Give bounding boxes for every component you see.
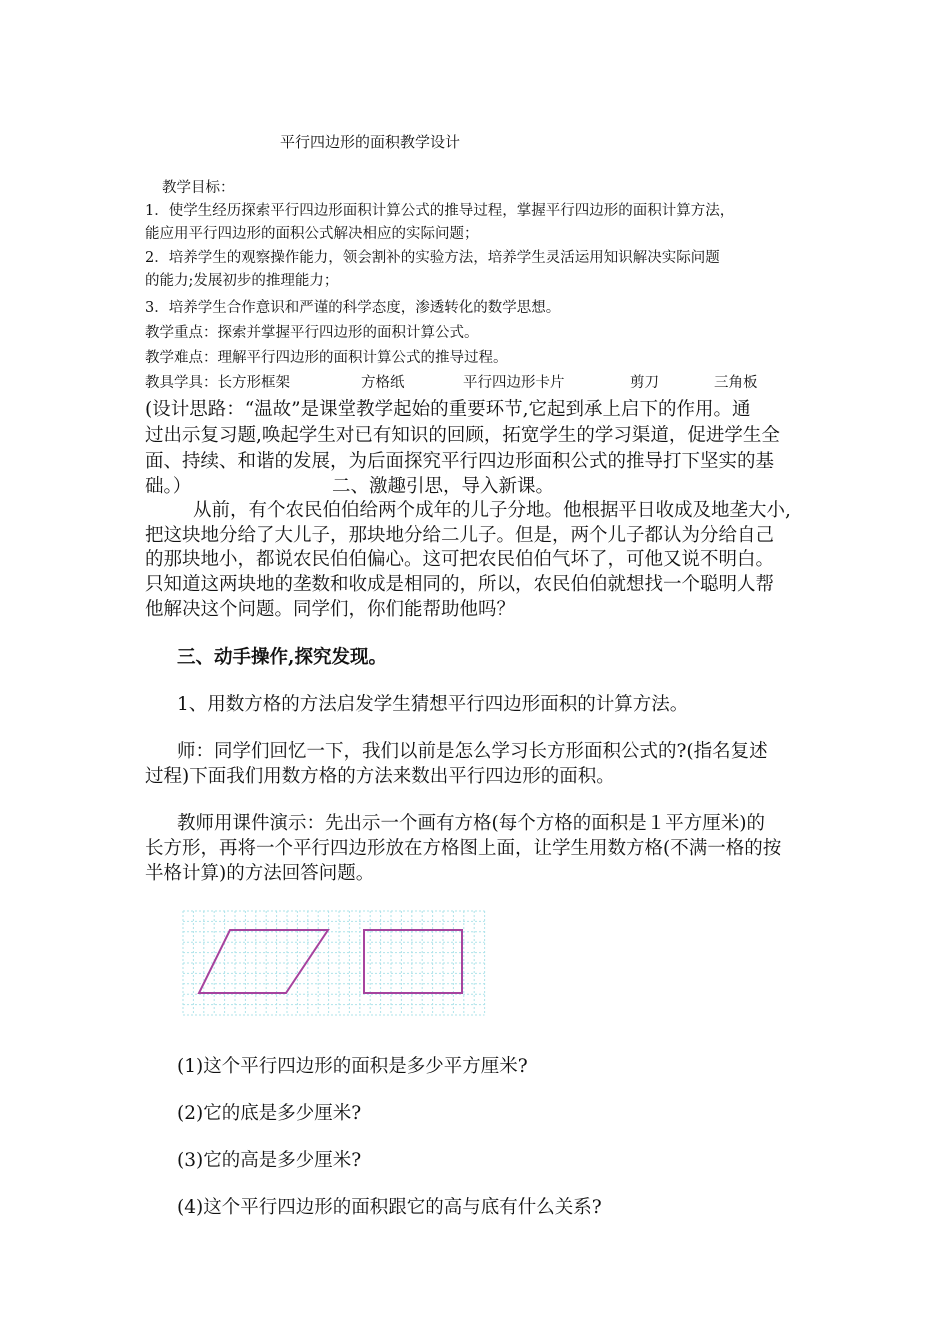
story-line-3: 的那块地小，都说农民伯伯偏心。这可把农民伯伯气坏了，可他又说不明白。 bbox=[145, 549, 775, 570]
teacher-line-2: 过程)下面我们用数方格的方法来数出平行四边形的面积。 bbox=[145, 766, 615, 787]
design-note-line-3: 面、持续、和谐的发展，为后面探究平行四边形面积公式的推导打下坚实的基 bbox=[145, 451, 775, 472]
demo-line-1: 教师用课件演示：先出示一个画有方格(每个方格的面积是１平方厘米)的 bbox=[177, 813, 765, 834]
grid-figure-svg bbox=[180, 908, 492, 1023]
grid-lines bbox=[183, 911, 485, 1015]
tool-parallelogram-card: 平行四边形卡片 bbox=[463, 375, 565, 391]
section-3-heading: 三、动手操作,探究发现。 bbox=[177, 647, 387, 668]
section-2-heading: 二、激趣引思，导入新课。 bbox=[332, 476, 555, 497]
objectives-heading: 教学目标： bbox=[162, 180, 235, 196]
tools-label: 教具学具：长方形框架 bbox=[145, 375, 290, 391]
question-4: (4)这个平行四边形的面积跟它的高与底有什么关系? bbox=[177, 1197, 602, 1218]
question-2: (2)它的底是多少厘米? bbox=[177, 1103, 362, 1124]
design-note-line-4: 础。） bbox=[145, 476, 192, 497]
grid-figure bbox=[180, 908, 492, 1023]
teacher-line-1: 师：同学们回忆一下，我们以前是怎么学习长方形面积公式的?(指名复述 bbox=[177, 741, 768, 762]
objective-1-line-2: 能应用平行四边形的面积公式解决相应的实际问题； bbox=[145, 226, 479, 242]
tool-triangle-ruler: 三角板 bbox=[714, 375, 758, 391]
difficulty: 教学难点：理解平行四边形的面积计算公式的推导过程。 bbox=[145, 350, 508, 366]
objective-2-line-2: 的能力;发展初步的推理能力； bbox=[145, 273, 339, 289]
story-line-4: 只知道这两块地的垄数和收成是相同的，所以，农民伯伯就想找一个聪明人帮 bbox=[145, 574, 775, 595]
story-line-5: 他解决这个问题。同学们，你们能帮助他吗？ bbox=[145, 599, 516, 620]
tool-grid-paper: 方格纸 bbox=[361, 375, 405, 391]
story-line-1: 从前，有个农民伯伯给两个成年的儿子分地。他根据平日收成及地垄大小, bbox=[193, 500, 791, 521]
tool-scissors: 剪刀 bbox=[630, 375, 659, 391]
page-title: 平行四边形的面积教学设计 bbox=[280, 133, 461, 151]
demo-line-3: 半格计算)的方法回答问题。 bbox=[145, 863, 375, 884]
design-note-line-2: 过出示复习题,唤起学生对已有知识的回顾，拓宽学生的学习渠道，促进学生全 bbox=[145, 425, 780, 446]
design-note-line-1: (设计思路：“温故”是课堂教学起始的重要环节,它起到承上启下的作用。通 bbox=[145, 399, 751, 420]
objective-3: 3．培养学生合作意识和严谨的科学态度，渗透转化的数学思想。 bbox=[145, 300, 561, 316]
story-line-2: 把这块地分给了大儿子，那块地分给二儿子。但是，两个儿子都认为分给自己 bbox=[145, 525, 775, 546]
objective-1-line-1: 1．使学生经历探索平行四边形面积计算公式的推导过程，掌握平行四边形的面积计算方法， bbox=[145, 203, 735, 219]
question-1: (1)这个平行四边形的面积是多少平方厘米? bbox=[177, 1056, 528, 1077]
objective-2-line-1: 2．培养学生的观察操作能力，领会割补的实验方法，培养学生灵活运用知识解决实际问题 bbox=[145, 250, 720, 266]
key-point: 教学重点：探索并掌握平行四边形的面积计算公式。 bbox=[145, 325, 479, 341]
question-3: (3)它的高是多少厘米? bbox=[177, 1150, 362, 1171]
demo-line-2: 长方形，再将一个平行四边形放在方格图上面，让学生用数方格(不满一格的按 bbox=[145, 838, 782, 859]
step-1: 1、用数方格的方法启发学生猜想平行四边形面积的计算方法。 bbox=[177, 694, 689, 715]
